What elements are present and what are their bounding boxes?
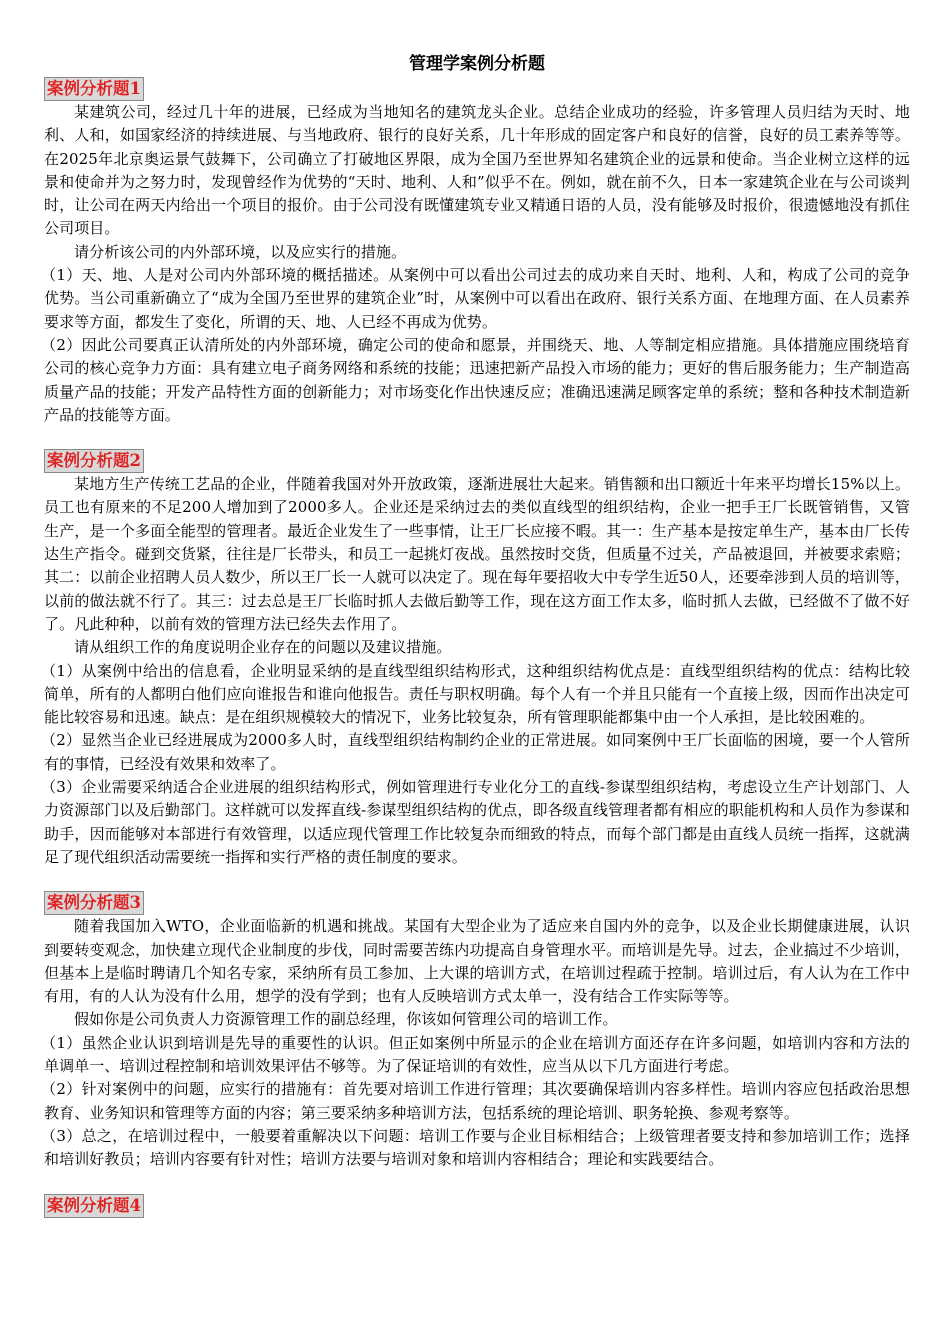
case-answer-2-3: （3）企业需要采纳适合企业进展的组织结构形式，例如管理进行专业化分工的直线-参谋型组织结构，考虑设立生产计划部门、人力资源部门以及后勤部门。这样就可以发挥直线-参谋型组织结构的优点，即各级直线管理者都有相应的职能机构和人员作为参谋和助手，因而能够对本部进行有效管理，以适应现代管理工作比较复杂而细致的特点，而每个部门都是由直线人员统一指挥，这就满足了现代组织活动需要统一指挥和实行严格的责任制度的要求。 <box>41 778 910 866</box>
page-title: 管理学案例分析题 <box>409 54 545 74</box>
case-heading-1: 案例分析题1 <box>44 77 144 101</box>
case-section-2 <box>41 449 910 869</box>
case-heading-2: 案例分析题2 <box>44 449 144 473</box>
case-section-1 <box>41 77 910 427</box>
case-section-3 <box>41 891 910 1171</box>
case-answer-2-2: （2）显然当企业已经进展成为2000多人时，直线型组织结构制约企业的正常进展。如同案例中王厂长面临的困境，要一个人管所有的事情，已经没有效果和效率了。 <box>41 731 910 773</box>
case-answer-2-1: （1）从案例中给出的信息看，企业明显采纳的是直线型组织结构形式，这种组织结构优点是：直线型组织结构的优点：结构比较简单，所有的人都明白他们应向谁报告和谁向他报告。责任与职权明确。每个人有一个并且只能有一个直接上级，因而作出决定可能比较容易和迅速。缺点：是在组织规模较大的情况下，业务比较复杂，所有管理职能都集中由一个人承担，是比较困难的。 <box>41 661 910 727</box>
case-section-4 <box>44 1194 910 1218</box>
case-text-2: 某地方生产传统工艺品的企业，伴随着我国对外开放政策，逐渐进展壮大起来。销售额和出口额近十年来平均增长15%以上。员工也有原来的不足200人增加到了2000多人。企业还是采纳过去的类似直线型的组织结构，企业一把手王厂长既管销售，又管生产，是一个多面全能型的管理者。最近企业发生了一些事情，让王厂长应接不暇。其一：生产基本是按定单生产，基本由厂长传达生产指令。碰到交货紧，往往是厂长带头，和员工一起挑灯夜战。虽然按时交货，但质量不过关，产品被退回，并被要求索赔；其二：以前企业招聘人员人数少，所以王厂长一人就可以决定了。现在每年要招收大中专学生近50人，还要牵涉到人员的培训等，以前的做法就不行了。其三：过去总是王厂长临时抓人去做后勤等工作，现在这方面工作太多，临时抓人去做，已经做不了做不好了。凡此种种，以前有效的管理方法已经失去作用了。 <box>44 475 910 633</box>
case-text-3: 随着我国加入WTO，企业面临新的机遇和挑战。某国有大型企业为了适应来自国内外的竞争，以及企业长期健康进展，认识到要转变观念，加快建立现代企业制度的步伐，同时需要苦练内功提高自身管理水平。而培训是先导。过去，企业搞过不少培训，但基本上是临时聘请几个知名专家，采纳所有员工参加、上大课的培训方式，在培训过程疏于控制。培训过后，有人认为在工作中有用，有的人认为没有什么用，想学的没有学到；也有人反映培训方式太单一，没有结合工作实际等等。 <box>44 917 910 1006</box>
section-spacer <box>44 1171 910 1194</box>
section-spacer <box>44 427 910 449</box>
document-page <box>41 52 910 1218</box>
case-heading-4: 案例分析题4 <box>44 1194 144 1218</box>
case-answer-3-2: （2）针对案例中的问题，应实行的措施有：首先要对培训工作进行管理；其次要确保培训内容多样性。培训内容应包括政治思想教育、业务知识和管理等方面的内容；第三要采纳多种培训方法，包括系统的理论培训、职务轮换、参观考察等。 <box>41 1080 910 1122</box>
case-text-1: 某建筑公司，经过几十年的进展，已经成为当地知名的建筑龙头企业。总结企业成功的经验，许多管理人员归结为天时、地利、人和，如国家经济的持续进展、与当地政府、银行的良好关系，几十年形成的固定客户和良好的信誉，良好的员工素养等等。在2025年北京奥运景气鼓舞下，公司确立了打破地区界限，成为全国乃至世界知名建筑企业的远景和使命。当企业树立这样的远景和使命并为之努力时，发现曾经作为优势的“天时、地利、人和”似乎不在。例如，就在前不久，日本一家建筑企业在与公司谈判时，让公司在两天内给出一个项目的报价。由于公司没有既懂建筑专业又精通日语的人员，没有能够及时报价，很遗憾地没有抓住公司项目。 <box>44 103 910 238</box>
case-question-2: 请从组织工作的角度说明企业存在的问题以及建议措施。 <box>74 638 452 657</box>
case-answer-1-2: （2）因此公司要真正认清所处的内外部环境，确定公司的使命和愿景，并围绕天、地、人等制定相应措施。具体措施应围绕培育公司的核心竞争力方面：具有建立电子商务网络和系统的技能；迅速把新产品投入市场的能力；更好的售后服务能力；生产制造高质量产品的技能；开发产品特性方面的创新能力；对市场变化作出快速反应；准确迅速满足顾客定单的系统；整和各种技术制造新产品的技能等方面。 <box>41 335 910 424</box>
case-answer-1-1: （1）天、地、人是对公司内外部环境的概括描述。从案例中可以看出公司过去的成功来自天时、地利、人和，构成了公司的竞争优势。当公司重新确立了“成为全国乃至世界的建筑企业”时，从案例中可以看出在政府、银行关系方面、在地理方面、在人员素养要求等方面，都发生了变化，所谓的天、地、人已经不再成为优势。 <box>41 266 910 331</box>
case-answer-3-3: （3）总之，在培训过程中，一般要着重解决以下问题：培训工作要与企业目标相结合；上级管理者要支持和参加培训工作；选择和培训好教员；培训内容要有针对性；培训方法要与培训对象和培训内容相结合；理论和实践要结合。 <box>41 1126 910 1169</box>
case-question-1: 请分析该公司的内外部环境，以及应实行的措施。 <box>74 242 407 261</box>
section-spacer <box>44 869 910 891</box>
case-answer-3-1: （1）虽然企业认识到培训是先导的重要性的认识。但正如案例中所显示的企业在培训方面还存在许多问题，如培训内容和方法的单调单一、培训过程控制和培训效果评估不够等。为了保证培训的有效性，应当从以下几方面进行考虑。 <box>41 1033 910 1075</box>
case-question-3: 假如你是公司负责人力资源管理工作的副总经理，你该如何管理公司的培训工作。 <box>74 1010 618 1029</box>
case-heading-3: 案例分析题3 <box>44 891 144 915</box>
